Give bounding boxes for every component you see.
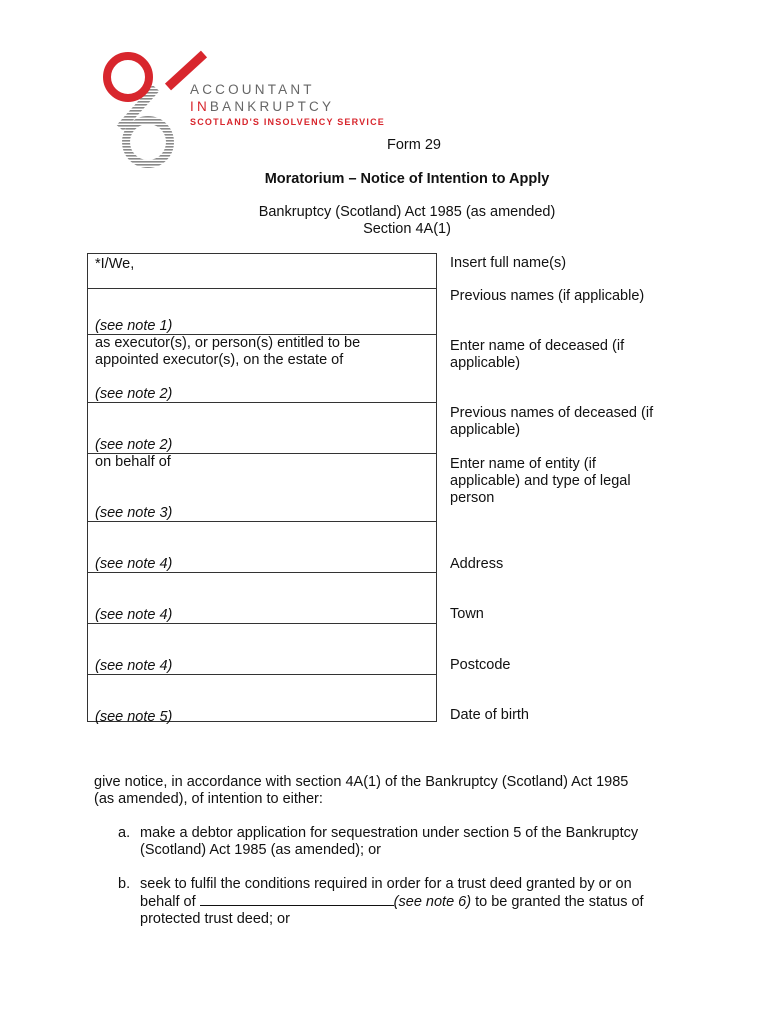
note-2b: (see note 2) (95, 437, 173, 453)
trust-deed-blank[interactable] (200, 893, 394, 906)
brand-line2-rest: BANKRUPTCY (209, 98, 335, 114)
option-a-marker: a. (118, 825, 131, 841)
form-title: Moratorium – Notice of Intention to Apply (264, 171, 550, 187)
brand-line3: SCOTLAND'S INSOLVENCY SERVICE (190, 117, 385, 127)
label-entity-2: applicable) and type of legal (450, 473, 631, 489)
label-prev-deceased-1: Previous names of deceased (if (450, 405, 654, 421)
option-a-text (140, 825, 690, 859)
iwe-label: *I/We, (95, 256, 135, 272)
option-b-line1: seek to fulfil the conditions required in order for a trust deed granted by or on (140, 876, 632, 892)
option-a-line2: (Scotland) Act 1985 (as amended); or (140, 842, 381, 858)
label-full-names: Insert full name(s) (450, 255, 567, 271)
label-deceased-1: Enter name of deceased (if (450, 338, 625, 354)
note-3: (see note 3) (95, 505, 173, 521)
notice-line1: give notice, in accordance with section 4A(1) of the Bankruptcy (Scotland) Act 1985 (94, 774, 629, 790)
label-prev-deceased-2: applicable) (450, 422, 521, 438)
option-a-line1: make a debtor application for sequestration under section 5 of the Bankruptcy (140, 825, 639, 841)
option-b-line2 (140, 893, 690, 911)
form-number: Form 29 (387, 137, 441, 153)
act-line2: Section 4A(1) (363, 221, 451, 237)
notice-line2: (as amended), of intention to either: (94, 791, 323, 807)
note-2a: (see note 2) (95, 386, 173, 402)
option-b-status: to be granted the status of (475, 894, 644, 910)
brand-line2 (190, 100, 385, 114)
option-b-behalf: behalf of (140, 894, 196, 910)
on-behalf-label: on behalf of (95, 454, 171, 470)
label-date-of-birth: Date of birth (450, 707, 529, 723)
note-6: (see note 6) (393, 894, 472, 910)
note-4c: (see note 4) (95, 658, 173, 674)
label-entity-1: Enter name of entity (if (450, 456, 596, 472)
label-entity-3: person (450, 490, 495, 506)
brand-line2-prefix: IN (190, 98, 210, 114)
logo-red-circle (107, 56, 149, 98)
executor-line1: as executor(s), or person(s) entitled to be (95, 335, 361, 351)
note-5: (see note 5) (95, 709, 173, 725)
brand-text (190, 83, 385, 127)
option-b-marker: b. (118, 876, 131, 892)
option-b-line3: protected trust deed; or (140, 911, 290, 927)
executor-line2: appointed executor(s), on the estate of (95, 352, 344, 368)
note-4a: (see note 4) (95, 556, 173, 572)
act-line1: Bankruptcy (Scotland) Act 1985 (as amended) (258, 204, 556, 220)
option-b-text (140, 876, 690, 928)
note-1: (see note 1) (95, 318, 173, 334)
label-postcode: Postcode (450, 657, 511, 673)
applicant-table (87, 253, 437, 725)
label-town: Town (450, 606, 484, 622)
row-divider (88, 288, 436, 289)
brand-line1: ACCOUNTANT (190, 82, 315, 97)
label-deceased-2: applicable) (450, 355, 521, 371)
label-address: Address (450, 556, 504, 572)
note-4b: (see note 4) (95, 607, 173, 623)
label-previous-names: Previous names (if applicable) (450, 288, 645, 304)
